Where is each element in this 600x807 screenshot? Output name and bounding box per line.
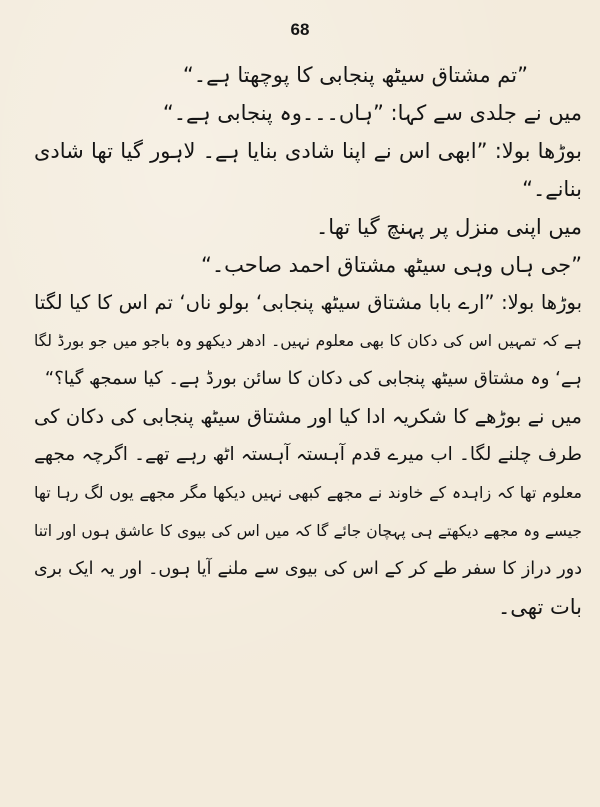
text-line: ”تم مشتاق سیٹھ پنجابی کا پوچھتا ہے۔“: [182, 63, 528, 87]
text-line: ہے‘ وہ مشتاق سیٹھ پنجابی کی دکان کا سائن بورڈ ہے۔ کیا سمجھ گیا؟“: [44, 368, 582, 389]
text-line: دور دراز کا سفر طے کر کے اس کی بیوی سے ملنے آیا ہوں۔ اور یہ ایک بری: [34, 559, 582, 579]
text-line: ہے کہ تمہیں اس کی دکان کا بھی معلوم نہیں۔ ادھر دیکھو وہ باجو میں جو بورڈ لگا: [34, 332, 582, 350]
text-line: بنانے۔“: [522, 177, 582, 201]
text-line: طرف چلنے لگا۔ اب میرے قدم آہستہ آہستہ اٹھ رہے تھے۔ اگرچہ مجھے: [34, 444, 582, 465]
text-line: بوڑھا بولا: ”ارے بابا مشتاق سیٹھ پنجابی‘ بولو ناں‘ تم اس کا کیا لگتا: [34, 291, 582, 314]
body-text: [34, 56, 582, 626]
text-line: میں اپنی منزل پر پہنچ گیا تھا۔: [315, 215, 582, 239]
text-line: ”جی ہاں وہی سیٹھ مشتاق احمد صاحب۔“: [200, 253, 582, 277]
text-line: معلوم تھا کہ زاہدہ کے خاوند نے مجھے کبھی نہیں دیکھا مگر مجھے یوں لگ رہا تھا: [34, 483, 582, 502]
text-line: بات تھی۔: [497, 595, 582, 619]
text-line: جیسے وہ مجھے دیکھتے ہی پہچان جائے گا کہ میں اس کی بیوی کا عاشق ہوں اور اتنا: [34, 522, 582, 540]
text-line: میں نے بوڑھے کا شکریہ ادا کیا اور مشتاق سیٹھ پنجابی کی دکان کی: [34, 405, 582, 428]
page-number: 68: [290, 20, 310, 39]
text-line: میں نے جلدی سے کہا: ”ہاں۔۔۔وہ پنجابی ہے۔“: [162, 101, 582, 125]
text-line: بوڑھا بولا: ”ابھی اس نے اپنا شادی بنایا ہے۔ لاہور گیا تھا شادی: [34, 139, 582, 163]
